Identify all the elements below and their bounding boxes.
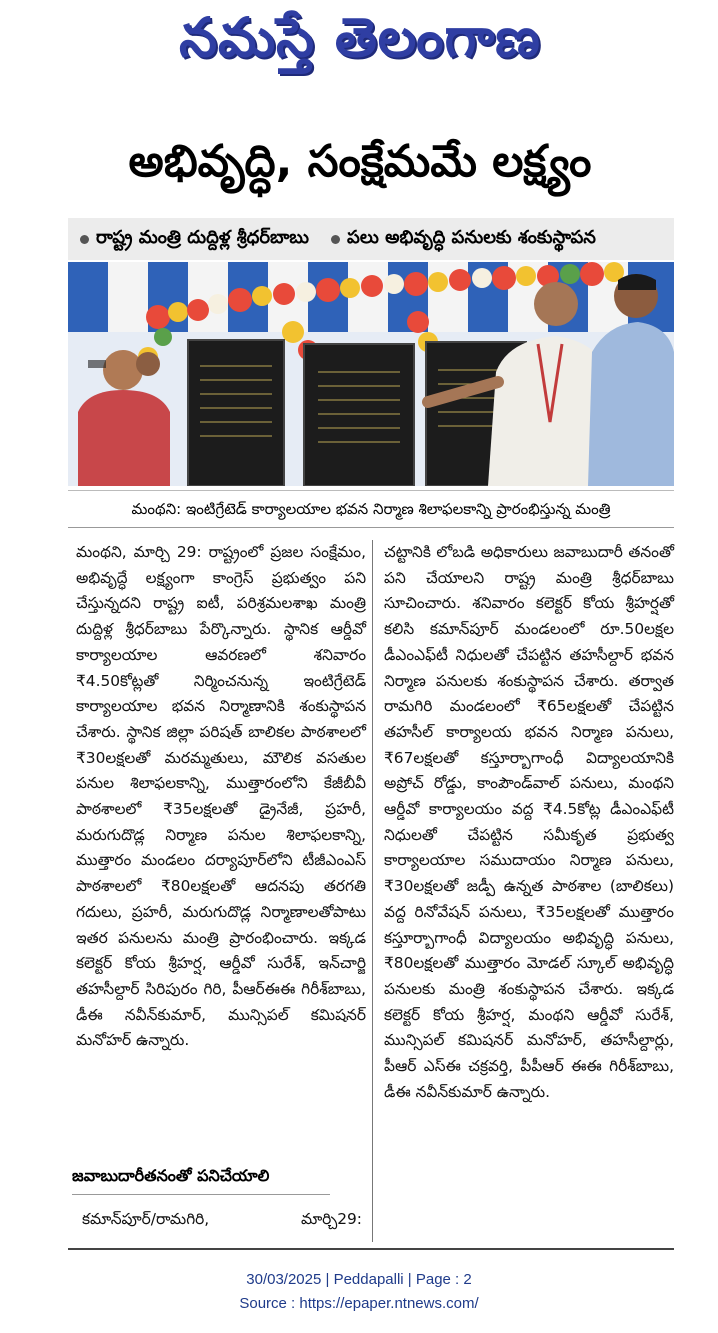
footer-source-link[interactable]: Source : https://epaper.ntnews.com/ <box>239 1295 479 1312</box>
article-headline: అభివృద్ధి, సంక్షేమమే లక్ష్యం <box>128 136 592 187</box>
article-subhead: జవాబుదారీతనంతో పనిచేయాలి <box>72 1158 330 1195</box>
news-photo-illustration <box>68 262 674 486</box>
deck-item <box>331 227 596 252</box>
bullet-icon <box>331 235 340 244</box>
article-body-right: చట్టానికి లోబడి అధికారులు జవాబుదారీ తనంతో పని చేయాలని రాష్ట్ర మంత్రి శ్రీధర్‌బాబు సూచించారు. శనివారం కలెక్టర్ కోయ శ్రీహర్షతో కలిసి కమాన్‌పూర్ మండలంలో రూ.50లక్షల డీఎంఎఫ్‌టీ నిధులతో చేపట్టిన తహసీల్దార్ భవన నిర్మాణ పనులకు శంకుస్థాపన చేశారు. తర్వాత రామగిరి మండలంలో ₹65లక్షలతో చేపట్టిన తహసీల్ కార్యాలయ భవన నిర్మాణ పనులు, ₹67లక్షలతో కస్తూర్బాగాంధీ విద్యాలయానికి అప్రోచ్ రోడ్డు, కాంపౌండ్‌వాల్ పనులు, మంథని ఆర్డీవో కార్యాలయం వద్ద ₹4.5కోట్ల డీఎంఎఫ్‌టీ నిధులతో చేపట్టిన సమీకృత ప్రభుత్వ కార్యాలయాల సముదాయం నిర్మాణ పనులు, ₹30లక్షలతో జడ్పీ ఉన్నత పాఠశాల (బాలికలు) వద్ద రినోవేషన్ పనులు, ₹35లక్షలతో ముత్తారం కస్తూర్బాగాంధీ విద్యాలయం అభివృద్ధి పనులు, ₹80లక్షలతో ముత్తారం మోడల్ స్కూల్ అభివృద్ధి పనులకు మంత్రి శంకుస్థాపన చేశారు. ఇక్కడ కలెక్టర్ కోయ శ్రీహర్ష, మంథని ఆర్డీవో సురేశ్, మున్సిపల్ కమిషనర్ మనోహర్, తహసీల్దార్లు, పీఆర్ ఎస్‌ఈ చక్రవర్తి, పీపీఆర్ ఈఈ గిరీశ్‌బాబు, డీఈ నవీన్‌కుమార్ ఉన్నారు. <box>384 543 674 1101</box>
masthead-title: నమస్తే తెలంగాణ <box>179 6 541 69</box>
article-deck <box>68 218 674 260</box>
deck-text: రాష్ట్ర మంత్రి దుద్దిళ్ల శ్రీధర్‌బాబు <box>96 226 310 248</box>
deck-text: పలు అభివృద్ధి పనులకు శంకుస్థాపన <box>347 226 596 248</box>
photo-caption: మంథని: ఇంటిగ్రేటెడ్ కార్యాలయాల భవన నిర్మాణ శిలాఫలకాన్ని ప్రారంభిస్తున్న మంత్రి <box>68 490 674 528</box>
news-photo <box>68 262 674 486</box>
dateline-date: మార్చి29: <box>300 1210 362 1228</box>
bottom-rule <box>68 1248 674 1250</box>
deck-item <box>80 227 309 252</box>
column-divider <box>372 540 373 1242</box>
dateline-place: కమాన్‌పూర్/రామగిరి, <box>82 1210 210 1228</box>
bullet-icon <box>80 235 89 244</box>
page-footer <box>0 1268 718 1316</box>
footer-edition-info: 30/03/2025 | Peddapalli | Page : 2 <box>246 1271 472 1288</box>
dateline <box>82 1204 362 1234</box>
article-body-left: మంథని, మార్చి 29: రాష్ట్రంలో ప్రజల సంక్షేమం, అభివృద్ధే లక్ష్యంగా కాంగ్రెస్ ప్రభుత్వం పని చేస్తున్నదని రాష్ట్ర ఐటీ, పరిశ్రమలశాఖ మంత్రి దుద్దిళ్ల శ్రీధర్‌బాబు పేర్కొన్నారు. స్థానిక ఆర్డీవో కార్యాలయాల ఆవరణలో శనివారం ₹4.50కోట్లతో నిర్మించనున్న ఇంటిగ్రేటెడ్ కార్యాలయాల భవన నిర్మాణానికి శంకుస్థాపన చేశారు. స్థానిక జిల్లా పరిషత్ బాలికల పాఠశాలలో ₹30లక్షలతో మరమ్మతులు, మౌలిక వసతుల పనుల శిలాఫలకాన్ని, ముత్తారంలోని కేజీబీవీ పాఠశాలలో ₹35లక్షలతో డ్రైనేజీ, ప్రహరీ, మరుగుదొడ్ల నిర్మాణ పనుల శిలాఫలకాన్ని, ముత్తారం మండలం దర్యాపూర్‌లోని టీజీఎంఎస్ పాఠశాలలో ₹80లక్షలతో ఆదనపు తరగతి గదులు, ప్రహరీ, మరుగుదొడ్ల నిర్మాణాలతోపాటు ఇతర పనులను మంత్రి ప్రారంభించారు. ఇక్కడ కలెక్టర్ కోయ శ్రీహర్ష, ఆర్డీవో సురేశ్, ఇన్‌చార్జి తహసీల్దార్ సిరిపురం గిరి, పీఆర్‌ఈఈ గిరీశ్‌బాబు, డీఈ నవీన్‌కుమార్, మున్సిపల్ కమిషనర్ మనోహర్ ఉన్నారు. <box>76 543 366 1050</box>
